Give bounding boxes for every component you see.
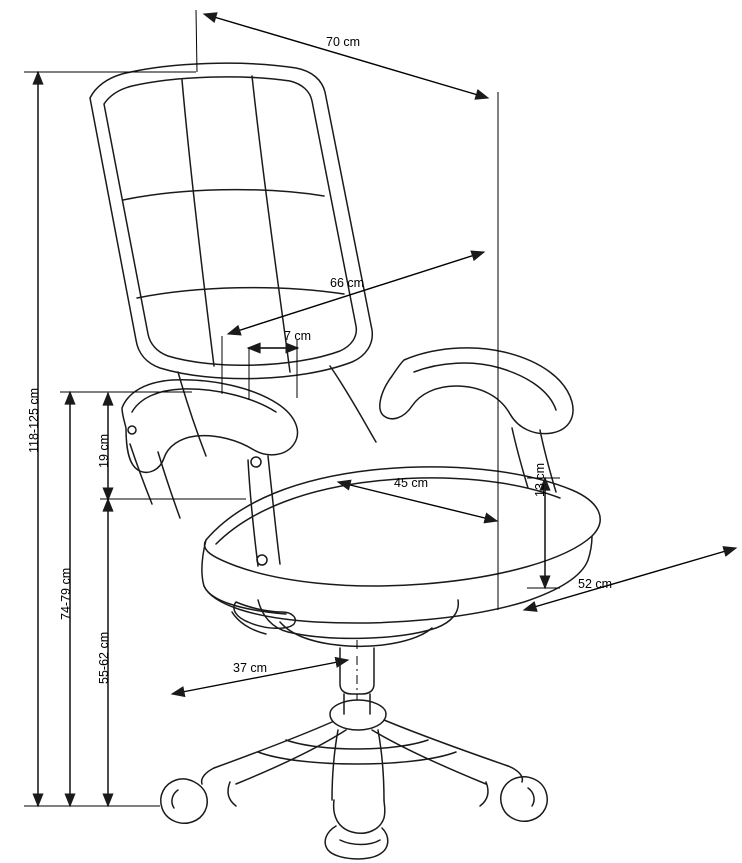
dim-label-66: 66 cm xyxy=(330,276,365,290)
dim-label-37: 37 cm xyxy=(233,661,268,675)
dim-label-7: 7 cm xyxy=(284,329,312,343)
ext-70-left xyxy=(196,10,197,72)
dim-label-118-125: 118-125 cm xyxy=(27,387,41,453)
dim-label-70: 70 cm xyxy=(326,35,361,49)
dim-label-13: 13 cm xyxy=(533,462,547,497)
dim-label-55-62: 55-62 cm xyxy=(97,631,111,684)
dim-label-52: 52 cm xyxy=(578,577,613,591)
dim-66 xyxy=(228,252,484,334)
dim-70 xyxy=(204,14,488,98)
dim-label-74-79: 74-79 cm xyxy=(59,567,73,620)
chair-illustration xyxy=(90,63,600,859)
dim-label-45: 45 cm xyxy=(394,476,429,490)
dim-label-19: 19 cm xyxy=(97,433,111,468)
